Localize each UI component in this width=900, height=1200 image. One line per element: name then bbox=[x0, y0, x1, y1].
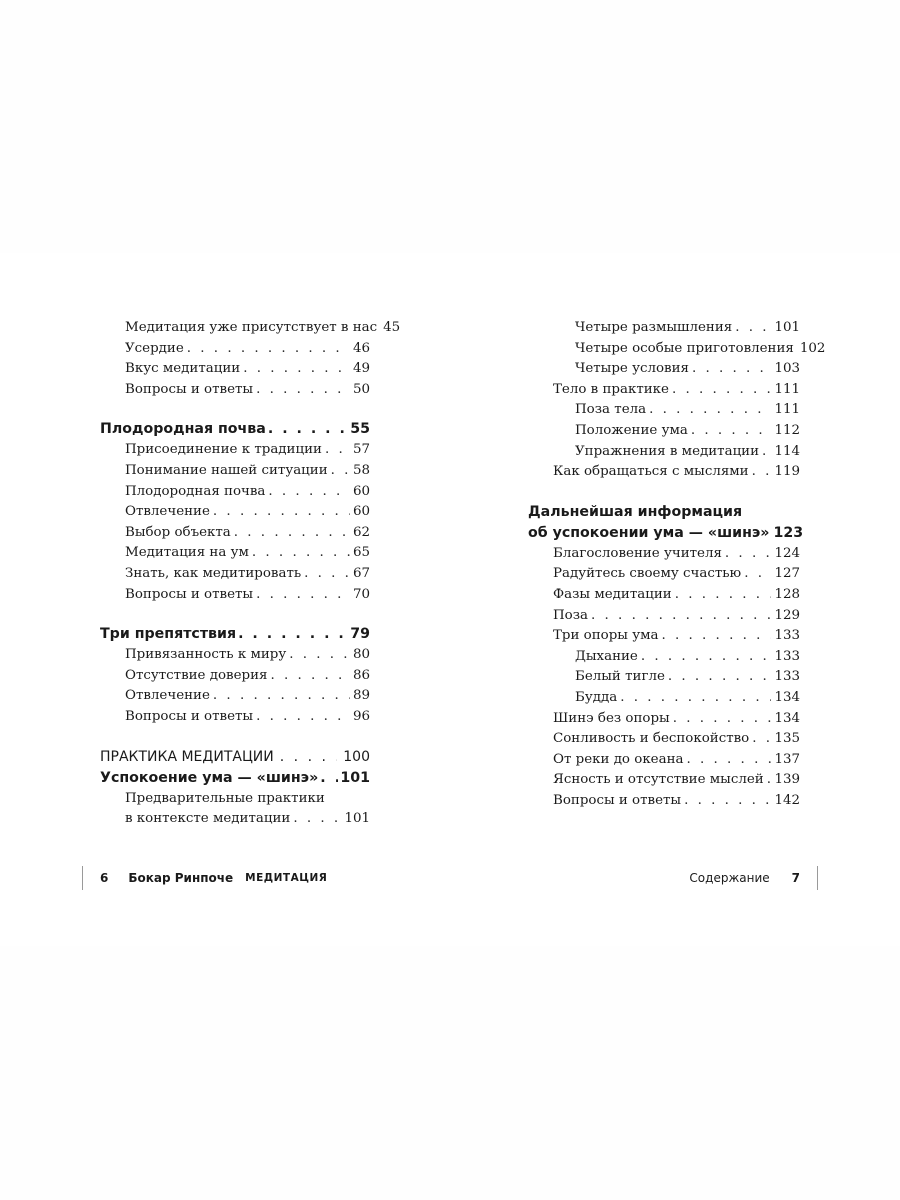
toc-entry[interactable]: Шинэ без опоры . . . 134 bbox=[528, 709, 800, 730]
toc-entry[interactable]: Отвлечение . . . 60 bbox=[100, 502, 370, 523]
toc-part-meditation-practice[interactable]: ПРАКТИКА МЕДИТАЦИИ . . . 100 bbox=[100, 747, 370, 768]
toc-entry[interactable]: Выбор объекта . . . 62 bbox=[100, 523, 370, 544]
footer-author: Бокар Ринпоче bbox=[128, 871, 234, 885]
toc-entry[interactable]: Три опоры ума . . . 133 bbox=[528, 626, 800, 647]
toc-entry[interactable]: Фазы медитации . . . 128 bbox=[528, 585, 800, 606]
toc-entry[interactable]: Вкус медитации . . . 49 bbox=[100, 359, 370, 380]
toc-entry[interactable]: Дыхание . . . 133 bbox=[528, 647, 800, 668]
toc-chapter-fertile-soil[interactable]: Плодородная почва . . . 55 bbox=[100, 419, 370, 440]
toc-entry[interactable]: Радуйтесь своему счастью . . . 127 bbox=[528, 564, 800, 585]
toc-entry[interactable]: Привязанность к миру . . . 80 bbox=[100, 645, 370, 666]
toc-entry-preliminary-line1[interactable]: Предварительные практики bbox=[125, 790, 325, 806]
toc-entry[interactable]: Вопросы и ответы . . . 70 bbox=[100, 585, 370, 606]
toc-chapter-calming-mind[interactable]: Успокоение ума — «шинэ» . . . 101 bbox=[100, 768, 370, 789]
toc-entry[interactable]: Вопросы и ответы . . . 96 bbox=[100, 707, 370, 728]
toc-entry[interactable]: Упражнения в медитации . . . 114 bbox=[528, 442, 800, 463]
toc-chapter-three-obstacles[interactable]: Три препятствия . . . 79 bbox=[100, 624, 370, 645]
toc-entry[interactable]: Положение ума . . . 112 bbox=[528, 421, 800, 442]
top-margin bbox=[0, 0, 900, 253]
toc-entry[interactable]: От реки до океана . . . 137 bbox=[528, 750, 800, 771]
toc-entry[interactable]: Вопросы и ответы . . . 50 bbox=[100, 380, 370, 401]
toc-chapter-further-info-line1[interactable]: Дальнейшая информация bbox=[528, 503, 743, 520]
right-page-toc bbox=[528, 318, 826, 811]
toc-entry[interactable]: Отсутствие доверия . . . 86 bbox=[100, 666, 370, 687]
toc-entry[interactable]: Благословение учителя . . . 124 bbox=[528, 544, 800, 565]
page-number-left: 6 bbox=[100, 871, 109, 885]
toc-entry[interactable]: Будда . . . 134 bbox=[528, 688, 800, 709]
toc-entry[interactable]: Понимание нашей ситуации . . . 58 bbox=[100, 461, 370, 482]
toc-entry[interactable]: Медитация уже присутствует в нас 45 bbox=[125, 320, 401, 335]
toc-entry[interactable]: Четыре размышления . . . 101 bbox=[528, 318, 800, 339]
page-number-right: 7 bbox=[791, 871, 800, 885]
footer-book-title: МЕДИТАЦИЯ bbox=[245, 872, 328, 884]
bottom-margin bbox=[0, 946, 900, 1200]
left-page-toc bbox=[100, 318, 401, 830]
toc-entry[interactable]: Вопросы и ответы . . . 142 bbox=[528, 791, 800, 812]
toc-entry[interactable]: Отвлечение . . . 89 bbox=[100, 686, 370, 707]
toc-chapter-further-info[interactable]: об успокоении ума — «шинэ» 123 bbox=[528, 524, 804, 541]
toc-entry[interactable]: Медитация на ум . . . 65 bbox=[100, 543, 370, 564]
footer-divider-right bbox=[817, 866, 818, 890]
toc-entry[interactable]: Поза . . . 129 bbox=[528, 606, 800, 627]
toc-entry[interactable]: Четыре особые приготовления 102 bbox=[575, 340, 826, 356]
toc-entry[interactable]: Поза тела . . . 111 bbox=[528, 400, 800, 421]
footer-divider-left bbox=[82, 866, 83, 890]
toc-entry[interactable]: Сонливость и беспокойство . . . 135 bbox=[528, 729, 800, 750]
toc-entry[interactable]: Белый тигле . . . 133 bbox=[528, 667, 800, 688]
toc-entry[interactable]: Усердие . . . 46 bbox=[100, 339, 370, 360]
footer-section: Содержание bbox=[689, 871, 770, 885]
toc-entry[interactable]: Четыре условия . . . 103 bbox=[528, 359, 800, 380]
toc-entry[interactable]: Плодородная почва . . . 60 bbox=[100, 482, 370, 503]
toc-entry[interactable]: Знать, как медитировать . . . 67 bbox=[100, 564, 370, 585]
toc-entry[interactable]: Тело в практике . . . 111 bbox=[528, 380, 800, 401]
toc-entry[interactable]: Ясность и отсутствие мыслей . . . 139 bbox=[528, 770, 800, 791]
toc-entry[interactable]: в контексте медитации . . . 101 bbox=[100, 809, 370, 830]
toc-entry[interactable]: Присоединение к традиции . . . 57 bbox=[100, 440, 370, 461]
footer-right bbox=[689, 866, 800, 890]
toc-entry[interactable]: Как обращаться с мыслями . . . 119 bbox=[528, 462, 800, 483]
footer-left bbox=[100, 866, 327, 890]
